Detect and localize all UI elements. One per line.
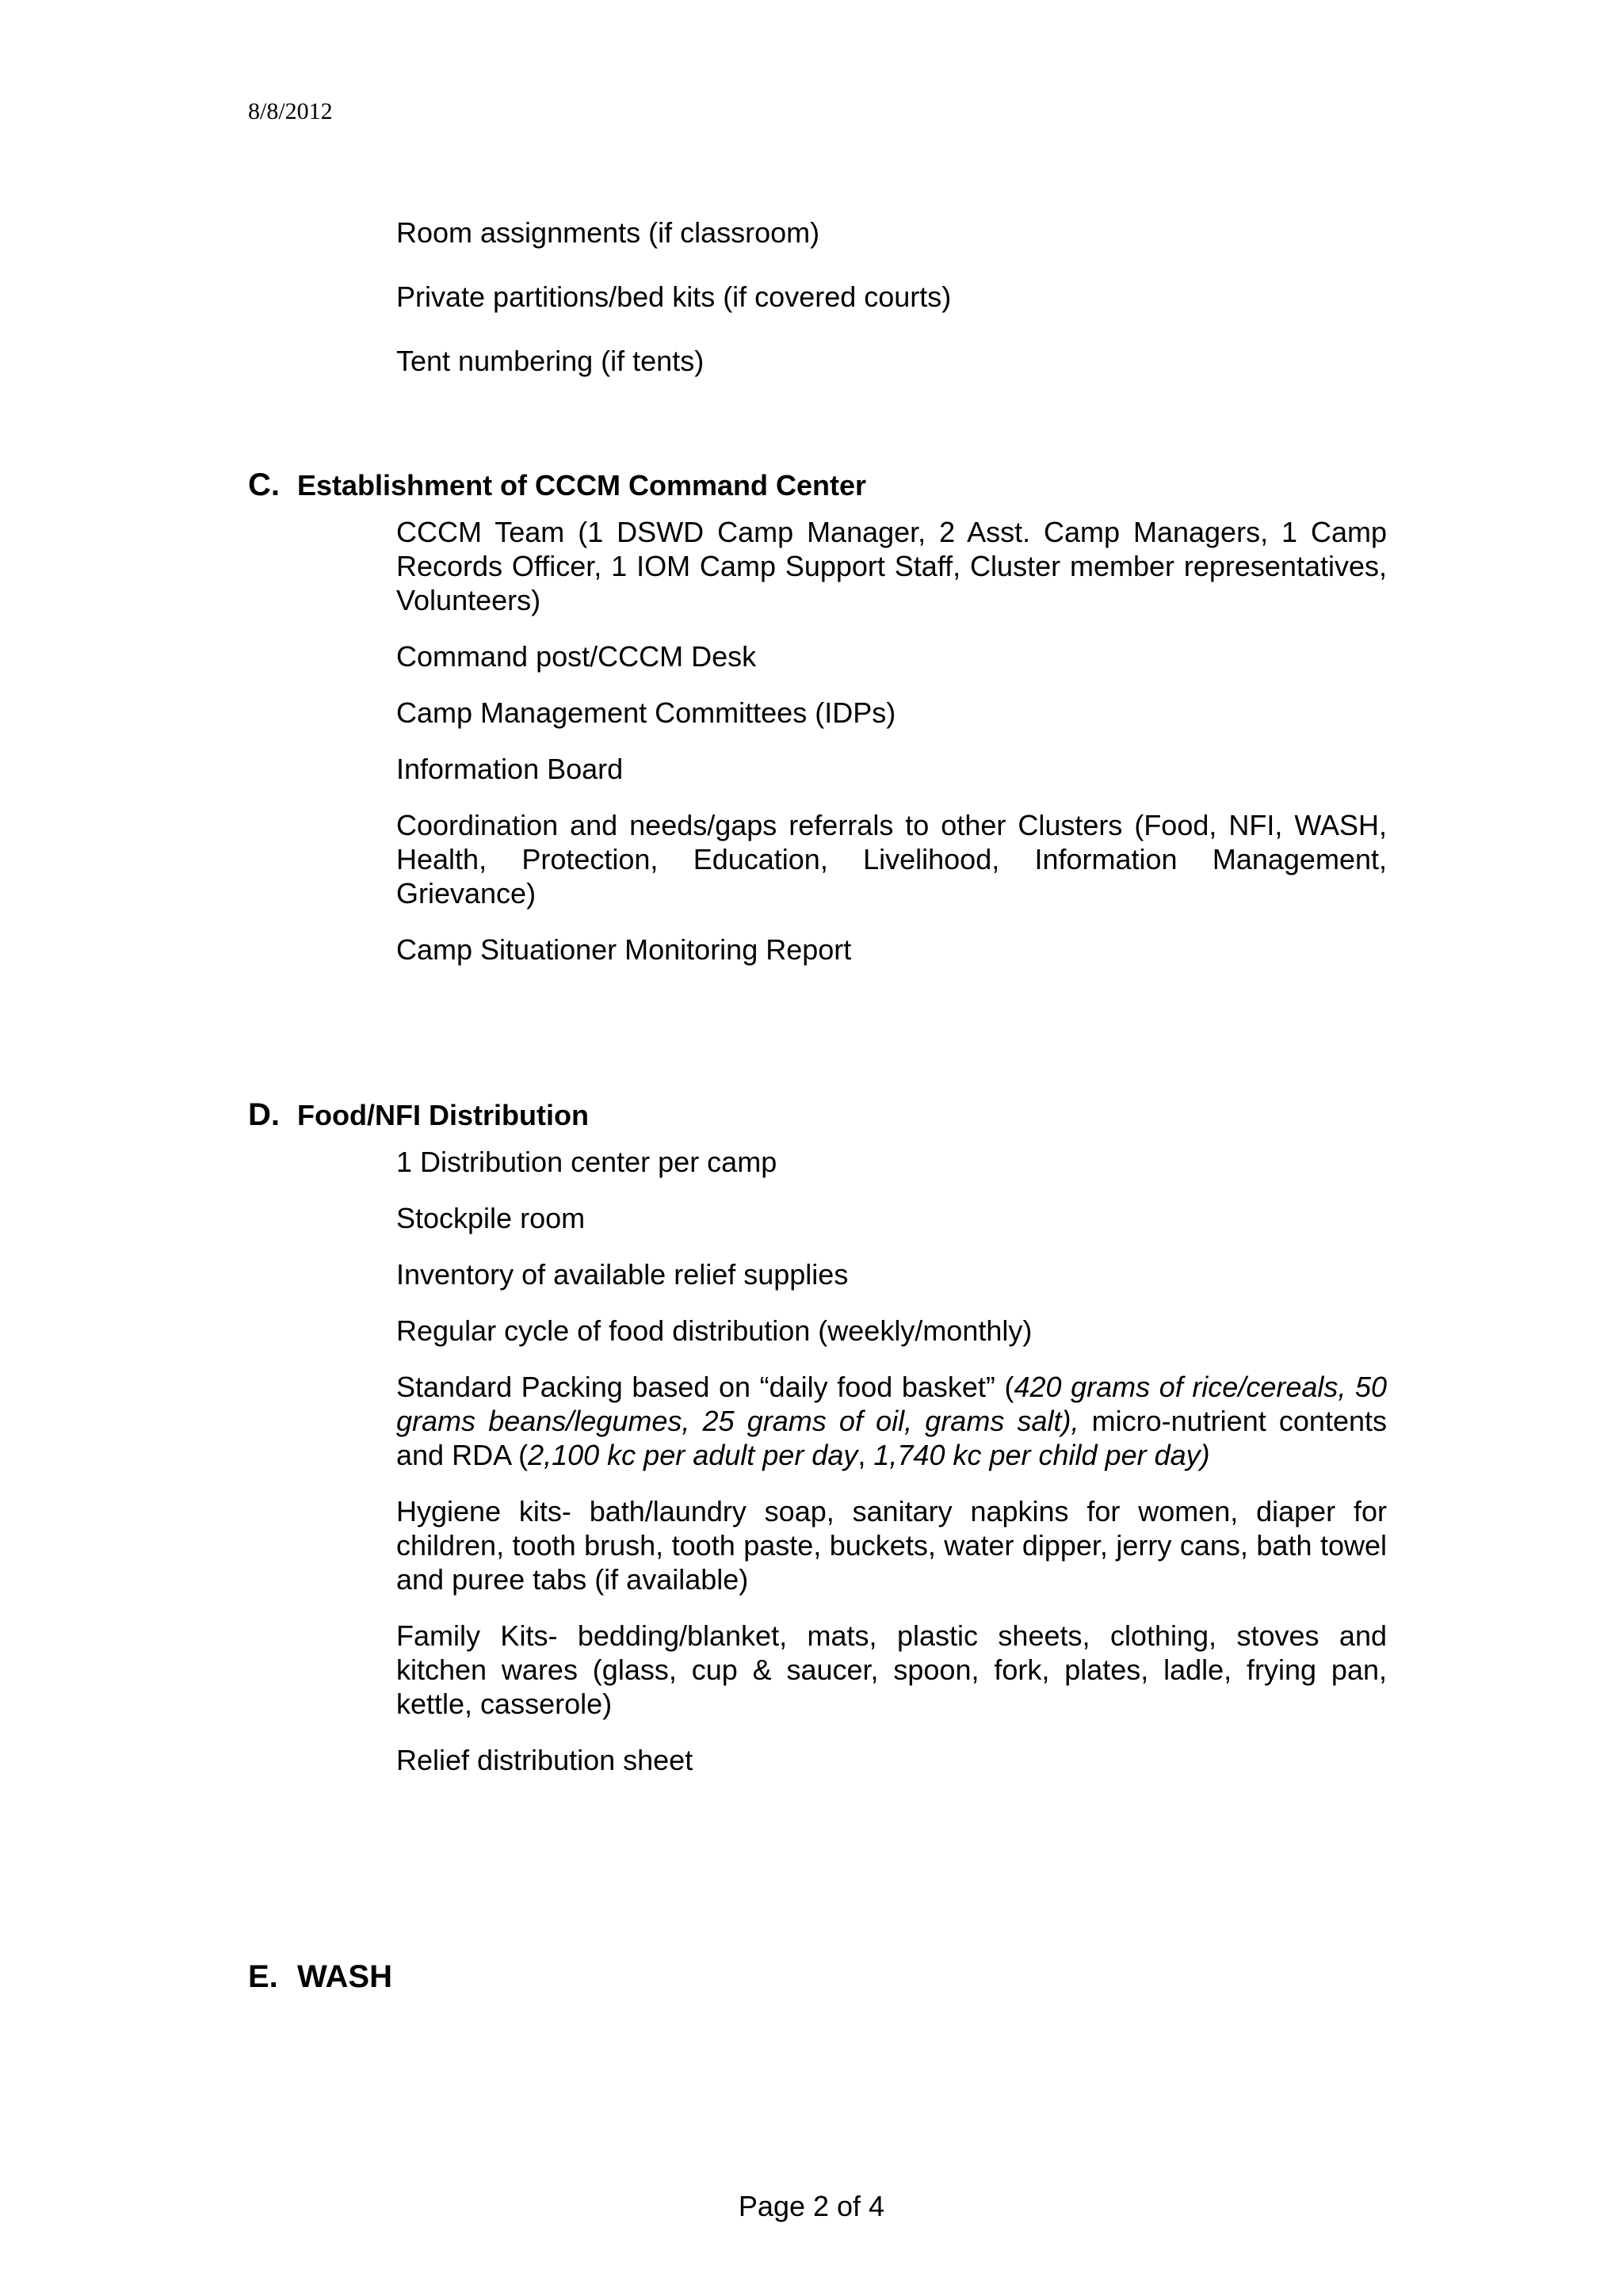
list-item: 1 Distribution center per camp [396, 1146, 777, 1178]
section-title: Establishment of CCCM Command Center [297, 469, 867, 502]
list-item: Coordination and needs/gaps referrals to other Clusters (Food, NFI, WASH, Health, Protection, Education, Livelihood, Information Management, Grievance) [396, 809, 1387, 910]
list-item: Private partitions/bed kits (if covered courts) [396, 280, 952, 313]
document-date: 8/8/2012 [248, 98, 333, 124]
list-item: Stockpile room [396, 1202, 586, 1234]
list-item: Relief distribution sheet [396, 1744, 693, 1776]
list-item: Family Kits- bedding/blanket, mats, plastic sheets, clothing, stoves and kitchen wares (glass, cup & saucer, spoon, fork, plates, ladle, frying pan, kettle, casserole) [396, 1619, 1387, 1720]
section-c [248, 467, 1387, 989]
intro-list [396, 215, 1387, 408]
section-title: Food/NFI Distribution [297, 1099, 589, 1131]
packing-text: , [857, 1439, 874, 1471]
page-number: Page 2 of 4 [738, 2190, 885, 2222]
section-letter: C. [248, 467, 280, 502]
list-item: Inventory of available relief supplies [396, 1258, 849, 1291]
packing-text-italic: 1,740 kc per child per day) [873, 1439, 1210, 1471]
standard-packing-item [396, 1370, 1387, 1472]
section-items [248, 515, 1387, 967]
packing-text: micro-nutrient contents and RDA ( [396, 1405, 1387, 1471]
list-item: Information Board [396, 753, 624, 785]
packing-text: Standard Packing based on “daily food basket” ( [396, 1371, 1014, 1403]
list-item: Tent numbering (if tents) [396, 345, 705, 377]
section-letter: D. [248, 1097, 280, 1132]
packing-text-italic: 2,100 kc per adult per day [528, 1439, 858, 1471]
section-d [248, 1097, 1387, 1799]
section-items [248, 1145, 1387, 1777]
list-item: Room assignments (if classroom) [396, 216, 820, 249]
list-item: Camp Situationer Monitoring Report [396, 933, 852, 966]
section-e [248, 1959, 1387, 1999]
list-item: Camp Management Committees (IDPs) [396, 696, 896, 729]
list-item: Hygiene kits- bath/laundry soap, sanitary napkins for women, diaper for children, tooth brush, tooth paste, buckets, water dipper, jerry cans, bath towel and puree tabs (if available) [396, 1495, 1387, 1596]
list-item: Command post/CCCM Desk [396, 640, 757, 673]
list-item: Regular cycle of food distribution (weekly/monthly) [396, 1314, 1033, 1347]
section-heading [248, 467, 1387, 507]
section-title: WASH [297, 1959, 392, 1994]
section-letter: E. [248, 1959, 278, 1994]
list-item: CCCM Team (1 DSWD Camp Manager, 2 Asst. Camp Managers, 1 Camp Records Officer, 1 IOM Camp Support Staff, Cluster member representatives, Volunteers) [396, 516, 1387, 616]
section-heading [248, 1959, 1387, 1999]
packing-text-italic: 420 grams of rice/cereals, 50 grams beans/legumes, 25 grams of oil, grams salt), [396, 1371, 1387, 1437]
section-heading [248, 1097, 1387, 1137]
